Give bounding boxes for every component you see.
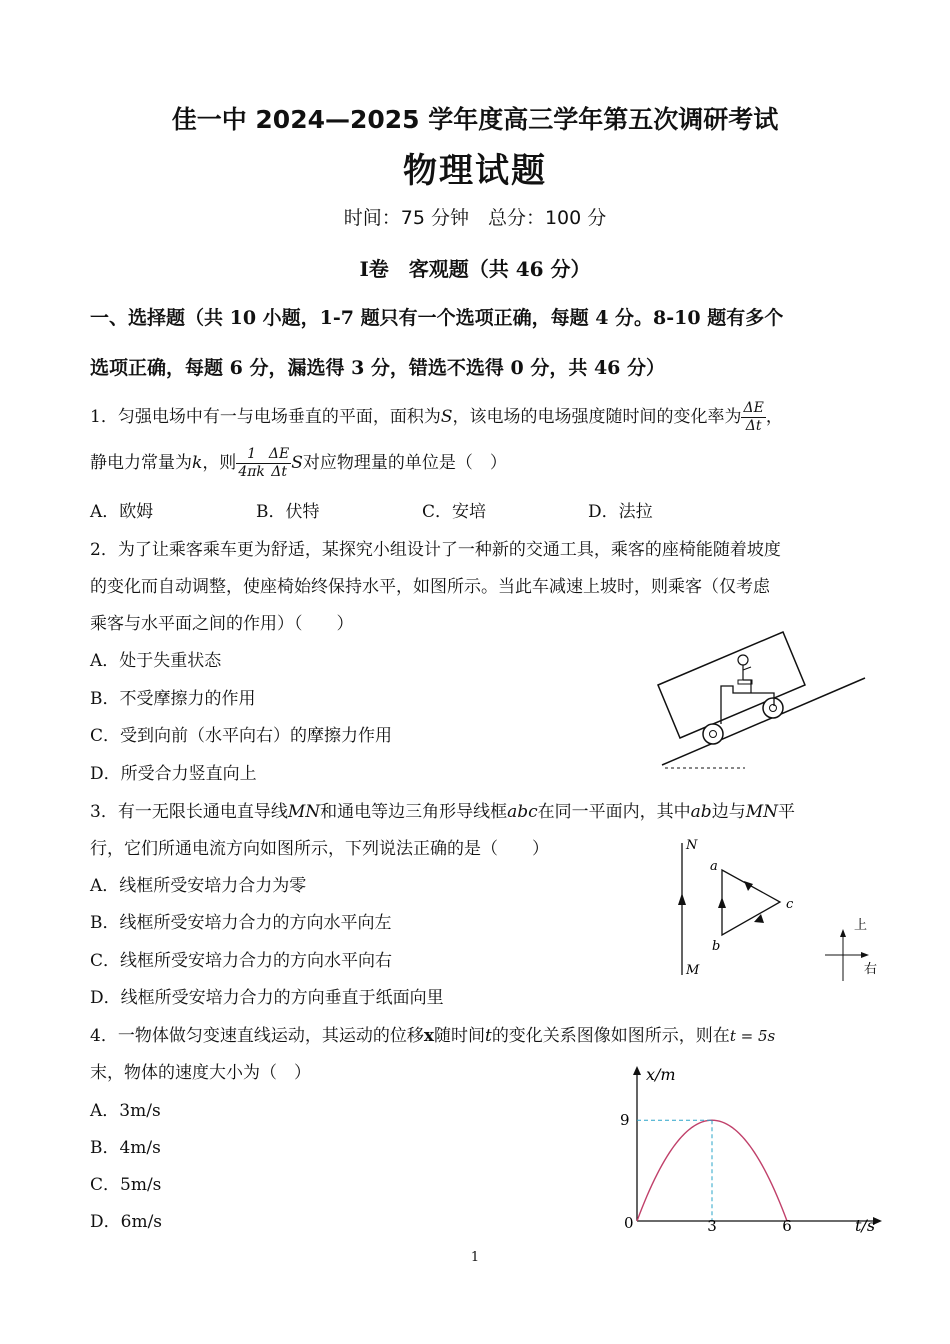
q1-option-c[interactable]: C．安培 <box>422 502 487 522</box>
q4-text: 4．一物体做匀变速直线运动，其运动的位移 <box>90 1026 424 1046</box>
wire-current-arrow <box>678 893 686 905</box>
q3-text: 平 <box>778 802 795 822</box>
subject-title: 物理试题 <box>403 151 547 191</box>
x-tick-3: 3 <box>707 1217 717 1235</box>
q2-line2: 的变化而自动调整，使座椅始终保持水平，如图所示。当此车减速上坡时，则乘客（仅考虑 <box>90 577 770 597</box>
slope-line <box>662 678 865 765</box>
frac-den: Δt <box>271 464 287 480</box>
q1-text: ， <box>765 407 783 427</box>
q2-line3: 乘客与水平面之间的作用）（ ） <box>90 614 354 634</box>
q4-option-b[interactable]: B．4m/s <box>90 1138 161 1158</box>
label-b: b <box>712 939 721 954</box>
y-axis-arrow <box>633 1066 641 1075</box>
passenger-arm <box>743 667 751 670</box>
var-x: x <box>423 1026 434 1046</box>
frac-num: 1 <box>236 446 267 464</box>
arrow-ab <box>718 897 726 908</box>
page-number: 1 <box>470 1250 480 1265</box>
q4-text: 随时间 <box>433 1026 485 1046</box>
position-time-chart <box>600 1060 890 1240</box>
passenger-legs <box>743 680 751 693</box>
label-n: N <box>686 838 698 853</box>
q3-text: 在同一平面内，其中 <box>537 802 691 822</box>
q1-text: ，该电场的电场强度随时间的变化率为 <box>452 407 742 427</box>
vehicle-slope-figure <box>650 620 880 780</box>
q4-option-c[interactable]: C．5m/s <box>90 1175 162 1195</box>
q1-text: 1．匀强电场中有一与电场垂直的平面，面积为 <box>90 407 441 427</box>
frac-num: ΔE <box>268 446 290 462</box>
wheel-front <box>763 698 783 718</box>
q3-text: 和通电等边三角形导线框 <box>320 802 508 822</box>
var-k: k <box>192 453 203 473</box>
var-abc: abc <box>507 802 538 822</box>
q1-text: 对应物理量的单位是（ ） <box>302 453 507 473</box>
q3-line1 <box>90 797 795 822</box>
y-tick-9: 9 <box>620 1111 630 1130</box>
fraction-de-dt <box>741 400 765 435</box>
var-mn: MN <box>287 802 321 822</box>
q2-option-c[interactable]: C．受到向前（水平向右）的摩擦力作用 <box>90 726 393 746</box>
var-s: S <box>291 453 303 473</box>
label-m: M <box>686 963 700 978</box>
q4-line2: 末，物体的速度大小为（ ） <box>90 1063 311 1083</box>
x-axis-label: t/s <box>855 1216 876 1235</box>
school-title: 佳一中 2024—2025 学年度高三学年第五次调研考试 <box>171 105 779 134</box>
section-instructions-line1: 一、选择题（共 10 小题，1-7 题只有一个选项正确，每题 4 分。8-10 题有多个 <box>90 307 784 329</box>
label-c: c <box>786 897 794 912</box>
x-tick-0: 0 <box>624 1214 634 1232</box>
y-axis-label: x/m <box>646 1065 676 1084</box>
q4-text: 的变化关系图像如图所示，则在 <box>491 1026 730 1046</box>
q3-option-a[interactable]: A．线框所受安培力合力为零 <box>90 876 307 896</box>
fraction-1-4pik <box>236 446 267 481</box>
triangle-frame <box>722 870 780 935</box>
q3-option-c[interactable]: C．线框所受安培力合力的方向水平向右 <box>90 951 393 971</box>
t-equals-5s: t = 5s <box>729 1027 776 1045</box>
frac-den: 4πk <box>238 464 265 480</box>
section-instructions-line2: 选项正确，每题 6 分，漏选得 3 分，错选不选得 0 分，共 46 分） <box>90 357 666 379</box>
vehicle-body <box>658 632 805 738</box>
q3-option-d[interactable]: D．线框所受安培力合力的方向垂直于纸面向里 <box>90 988 444 1008</box>
q4-option-a[interactable]: A．3m/s <box>90 1101 161 1121</box>
var-t: t <box>484 1026 492 1046</box>
compass-up-arrow <box>840 929 846 937</box>
var-mn: MN <box>745 802 778 822</box>
q1-text: ，则 <box>202 453 237 473</box>
q1-option-b[interactable]: B．伏特 <box>256 502 320 522</box>
label-up: 上 <box>854 918 868 933</box>
q2-option-d[interactable]: D．所受合力竖直向上 <box>90 764 257 784</box>
q3-line2: 行，它们所通电流方向如图所示，下列说法正确的是（ ） <box>90 839 549 859</box>
var-s: S <box>440 407 453 427</box>
q2-option-b[interactable]: B．不受摩擦力的作用 <box>90 689 256 709</box>
fraction-de-dt <box>267 446 291 481</box>
q4-option-d[interactable]: D．6m/s <box>90 1212 163 1232</box>
label-a: a <box>710 859 718 874</box>
q1-option-a[interactable]: A．欧姆 <box>90 502 154 522</box>
exam-info: 时间：75 分钟 总分：100 分 <box>343 207 607 229</box>
q1-line1 <box>90 400 783 435</box>
volume-title: Ⅰ卷 客观题（共 46 分） <box>359 257 591 281</box>
q3-text: 3．有一无限长通电直导线 <box>90 802 288 822</box>
compass-right-arrow <box>861 952 869 958</box>
frac-den: Δt <box>745 418 762 434</box>
q1-line2 <box>90 446 507 481</box>
passenger-head <box>738 655 748 665</box>
q3-option-b[interactable]: B．线框所受安培力合力的方向水平向左 <box>90 913 392 933</box>
wheel-rear <box>703 724 723 744</box>
wire-triangle-figure <box>670 835 890 985</box>
q4-line1 <box>90 1021 775 1046</box>
var-ab: ab <box>690 802 712 822</box>
x-tick-6: 6 <box>782 1217 792 1235</box>
q1-text: 静电力常量为 <box>90 453 192 473</box>
frac-num: ΔE <box>743 400 764 416</box>
q3-text: 边与 <box>711 802 746 822</box>
label-right: 右 <box>864 962 878 977</box>
q1-option-d[interactable]: D．法拉 <box>588 502 653 522</box>
q2-line1: 2．为了让乘客乘车更为舒适，某探究小组设计了一种新的交通工具，乘客的座椅能随着坡度 <box>90 540 781 560</box>
q2-option-a[interactable]: A．处于失重状态 <box>90 651 222 671</box>
